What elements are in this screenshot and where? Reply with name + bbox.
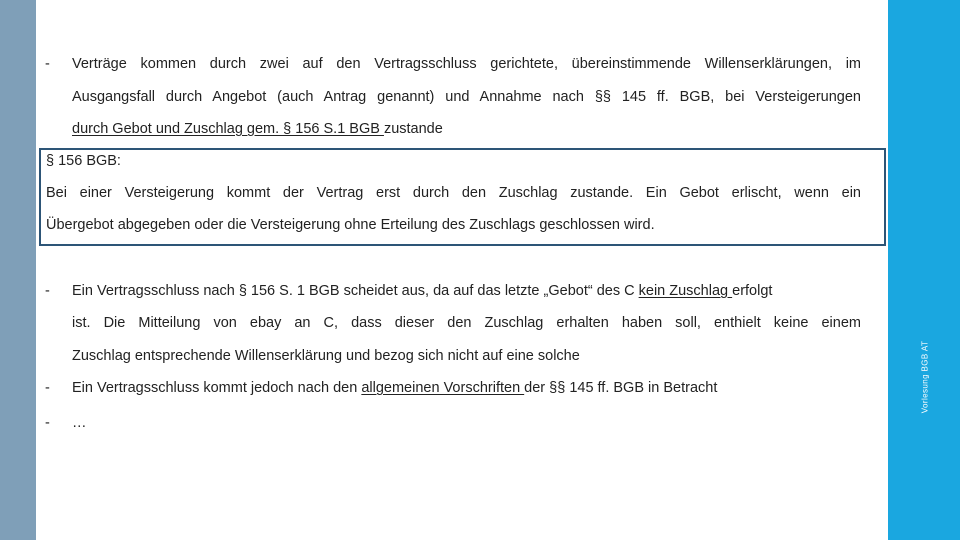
- no-award-emphasis: kein Zuschlag: [638, 283, 733, 299]
- bullet1-line2: Ausgangsfall durch Angebot (auch Antrag genannt) und Annahme nach §§ 145 ff. BGB, bei Versteigerungen: [72, 89, 861, 105]
- bullet-dash: -: [45, 56, 50, 72]
- statute-reference: durch Gebot und Zuschlag gem. § 156 S.1 BGB: [72, 121, 384, 137]
- bullet2-line2: ist. Die Mitteilung von ebay an C, dass dieser den Zuschlag erhalten haben soll, enthielt keine einem: [72, 315, 861, 331]
- bullet1-line3: [72, 120, 443, 138]
- vertical-footer-label: Vorlesung BGB AT: [920, 340, 930, 414]
- bullet2-line1-start: Ein Vertragsschluss nach § 156 S. 1 BGB scheidet aus, da auf das letzte „Gebot“ des C: [72, 283, 639, 299]
- bullet-dash: -: [45, 415, 50, 431]
- bullet1-line1: Verträge kommen durch zwei auf den Vertragsschluss gerichtete, übereinstimmende Willenserklärungen, im: [72, 56, 861, 72]
- bullet4-text: …: [72, 415, 87, 431]
- bullet-dash: -: [45, 283, 50, 299]
- quote-line2: Übergebot abgegeben oder die Versteigerung ohne Erteilung des Zuschlags geschlossen wird.: [46, 217, 655, 233]
- bullet-dash: -: [45, 380, 50, 396]
- bullet3-text: [72, 379, 717, 397]
- bullet2-line1: [72, 282, 861, 300]
- bullet2-line1-end: erfolgt: [732, 283, 773, 299]
- bullet1-line3-rest: zustande: [383, 121, 443, 137]
- quote-heading: § 156 BGB:: [46, 153, 121, 169]
- general-provisions-emphasis: allgemeinen Vorschriften: [361, 380, 525, 396]
- bullet3-start: Ein Vertragsschluss kommt jedoch nach den: [72, 380, 362, 396]
- quote-line1: Bei einer Versteigerung kommt der Vertrag erst durch den Zuschlag zustande. Ein Gebot erlischt, wenn ein: [46, 185, 861, 201]
- bullet3-end: der §§ 145 ff. BGB in Betracht: [524, 380, 718, 396]
- bullet2-line3: Zuschlag entsprechende Willenserklärung und bezog sich nicht auf eine solche: [72, 348, 580, 364]
- left-accent-bar: [0, 0, 36, 540]
- right-accent-bar: [888, 0, 960, 540]
